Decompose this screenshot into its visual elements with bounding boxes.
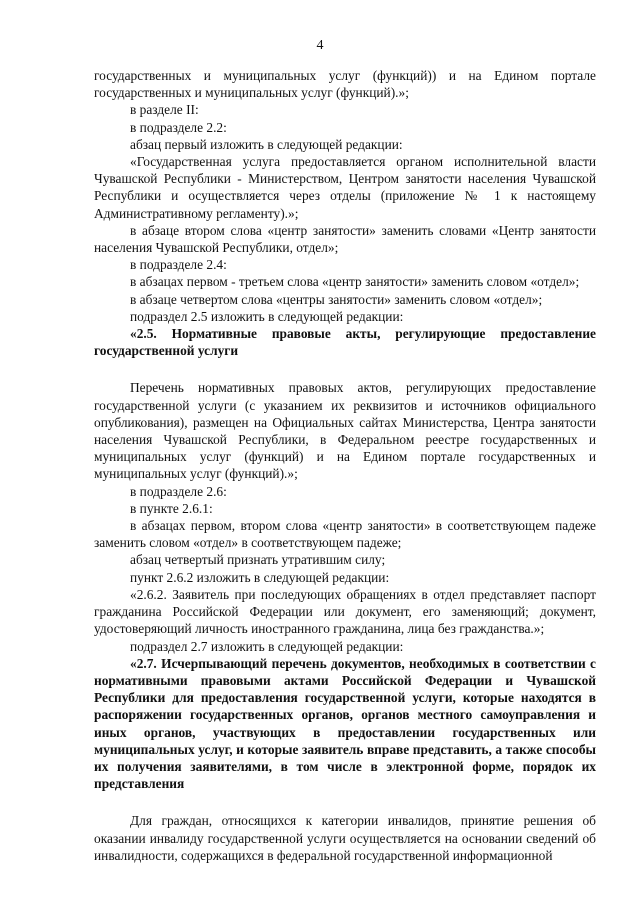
paragraph: пункт 2.6.2 изложить в следующей редакции: — [130, 569, 390, 585]
paragraph: «2.6.2. Заявитель при последующих обращениях в отдел представляет паспорт гражданина Российской Федерации или документ, его заменяющий; документ, удостоверяющий личность иностранного гражданина, лица без гражданства.»; — [94, 586, 596, 637]
paragraph: в подразделе 2.4: — [130, 257, 227, 273]
paragraph: в абзацах первом - третьем слова «центр занятости» заменить словом «отдел»; — [130, 274, 580, 290]
paragraph: абзац четвертый признать утратившим силу; — [130, 552, 386, 568]
paragraph: в пункте 2.6.1: — [130, 500, 213, 516]
paragraph: подраздел 2.7 изложить в следующей редакции: — [130, 638, 404, 654]
document-body — [94, 67, 596, 864]
paragraph: абзац первый изложить в следующей редакции: — [130, 136, 403, 152]
paragraph-gap — [94, 792, 596, 812]
paragraph: в подразделе 2.2: — [130, 119, 227, 135]
paragraph: в абзаце втором слова «центр занятости» заменить словами «Центр занятости населения Чувашской Республики, отдел»; — [94, 222, 596, 256]
paragraph: подраздел 2.5 изложить в следующей редакции: — [130, 308, 404, 324]
paragraph: Перечень нормативных правовых актов, регулирующих предоставление государственной услуги (с указанием их реквизитов и источников официального опубликования), размещен на Официальных сайтах Министерства, Центра занятости населения Чувашской Республики, в Федеральном реестре государственных и муниципальных услуг (функций) и на Едином портале государственных и муниципальных услуг (функций).»; — [94, 380, 596, 482]
paragraph: в абзацах первом, втором слова «центр занятости» в соответствующем падеже заменить словом «отдел» в соответствующем падеже; — [94, 518, 596, 551]
paragraph: Для граждан, относящихся к категории инвалидов, принятие решения об оказании инвалиду государственной услуги осуществляется на основании сведений об инвалидности, содержащихся в федеральной государственной информационной — [94, 813, 596, 863]
page-number: 4 — [316, 38, 324, 53]
section-heading: «2.5. Нормативные правовые акты, регулирующие предоставление государственной услуги — [94, 326, 596, 359]
section-heading: «2.7. Исчерпывающий перечень документов, необходимых в соответствии с нормативными правовыми актами Российской Федерации и Чувашской Республики для предоставления государственной услуги, которые находятся в распоряжении государственных органов, органов местного самоуправления и иных органов, участвующих в предоставлении государственных или муниципальных услуг, и которые заявитель вправе представить, а также способы их получения заявителями, в том числе в электронной форме, порядок их представления — [94, 655, 596, 792]
paragraph: в подразделе 2.6: — [130, 483, 227, 499]
paragraph: в разделе II: — [130, 102, 199, 118]
paragraph: в абзаце четвертом слова «центры занятости» заменить словом «отдел»; — [130, 291, 543, 307]
paragraph-gap — [94, 359, 596, 379]
paragraph: государственных и муниципальных услуг (функций)) и на Едином портале государственных и муниципальных услуг (функций).»; — [94, 68, 596, 101]
paragraph: «Государственная услуга предоставляется органом исполнительной власти Чувашской Республики - Министерством, Центром занятости населения Чувашской Республики и осуществляется через отделы (приложение № 1 к настоящему Административному регламенту).»; — [94, 154, 596, 221]
